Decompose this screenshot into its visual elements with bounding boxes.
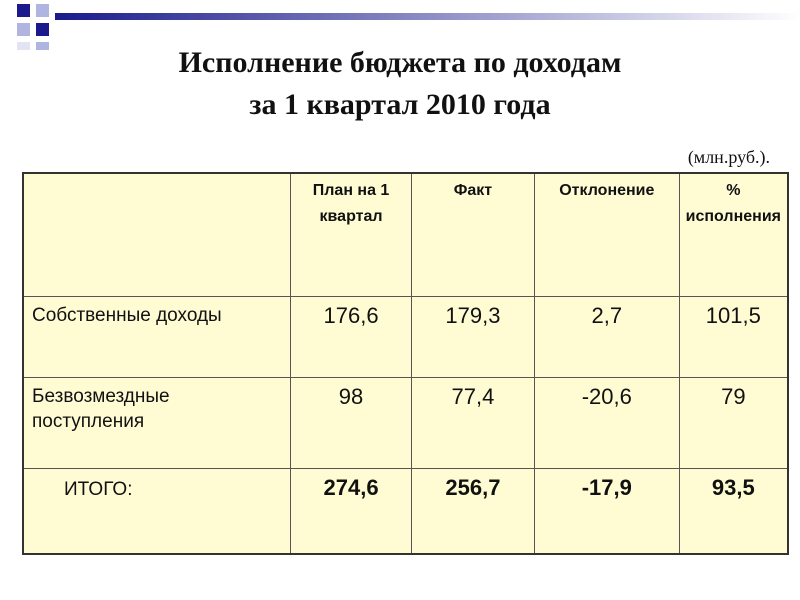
cell-fact-total: 256,7 [411,469,534,555]
cell-percent: 79 [679,378,788,469]
unit-label: (млн.руб.). [687,147,770,167]
cell-deviation: 2,7 [534,297,679,378]
cell-fact: 179,3 [411,297,534,378]
table-row [23,297,788,378]
header-percent: % исполнения [679,173,788,297]
total-label: ИТОГО: [23,469,291,555]
cell-plan-total: 274,6 [291,469,412,555]
header-fact: Факт [411,173,534,297]
title-line-2: за 1 квартал 2010 года [249,88,551,121]
cell-fact: 77,4 [411,378,534,469]
cell-percent-total: 93,5 [679,469,788,555]
budget-table [22,172,789,555]
row-label: Собственные доходы [23,297,291,378]
table-header-row [23,173,788,297]
cell-plan: 98 [291,378,412,469]
cell-deviation: -20,6 [534,378,679,469]
table-total-row [23,469,788,555]
header-cell-empty [23,173,291,297]
cell-plan: 176,6 [291,297,412,378]
header-deviation: Отклонение [534,173,679,297]
page-title [0,42,800,126]
header-plan: План на 1 квартал [291,173,412,297]
title-line-1: Исполнение бюджета по доходам [178,46,622,79]
cell-deviation-total: -17,9 [534,469,679,555]
row-label: Безвозмездные поступления [23,378,291,469]
table-row [23,378,788,469]
cell-percent: 101,5 [679,297,788,378]
